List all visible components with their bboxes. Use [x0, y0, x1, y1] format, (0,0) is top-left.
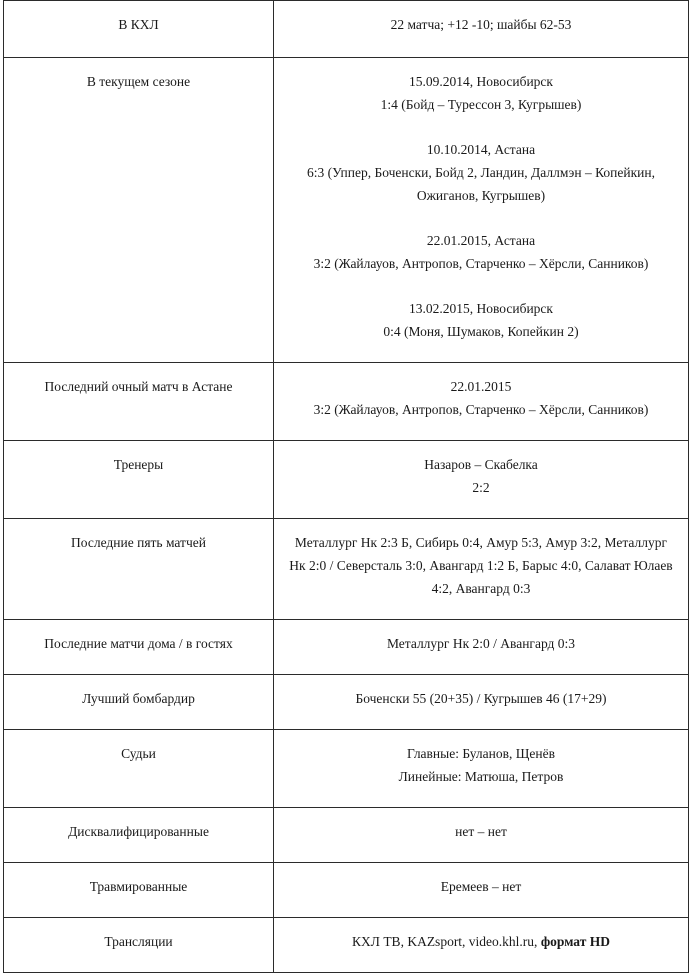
row-label: В КХЛ — [118, 17, 159, 32]
game-block — [280, 297, 682, 343]
row-label: Тренеры — [113, 457, 164, 472]
game-block — [280, 229, 682, 275]
value-line: Боченски 55 (20+35) / Кугрышев 46 (17+29) — [355, 691, 607, 706]
row-value-cell — [274, 730, 689, 808]
value-line: Назаров – Скабелка — [424, 457, 538, 472]
row-label-cell — [4, 918, 274, 973]
row-label: Последний очный матч в Астане — [44, 379, 233, 394]
game-score-cont: Ожиганов, Кугрышев) — [416, 188, 546, 203]
game-date: 13.02.2015, Новосибирск — [409, 301, 553, 316]
row-label: Последние пять матчей — [71, 535, 206, 550]
game-date: 15.09.2014, Новосибирск — [409, 74, 553, 89]
table-row — [4, 441, 689, 519]
row-label-cell — [4, 808, 274, 863]
broadcast-line — [280, 930, 682, 953]
table-row — [4, 519, 689, 620]
value-line: 2:2 — [472, 480, 490, 495]
value-line: 22.01.2015 — [450, 379, 512, 394]
value-line: нет – нет — [455, 824, 507, 839]
value-line: Металлург Нк 2:3 Б, Сибирь 0:4, Амур 5:3, Амур 3:2, Металлург — [294, 535, 668, 550]
value-line: 22 матча; +12 -10; шайбы 62-53 — [390, 17, 572, 32]
game-block — [280, 70, 682, 116]
row-label: Дисквалифицированные — [68, 824, 209, 839]
game-block — [280, 138, 682, 207]
row-value-cell — [274, 620, 689, 675]
row-label-cell — [4, 730, 274, 808]
row-label: Лучший бомбардир — [82, 691, 195, 706]
game-score: 3:2 (Жайлауов, Антропов, Старченко – Хёрсли, Санников) — [313, 256, 649, 271]
row-value-cell — [274, 863, 689, 918]
value-line: Нк 2:0 / Северсталь 3:0, Авангард 1:2 Б, Барыс 4:0, Салават Юлаев — [289, 558, 673, 573]
table-row — [4, 863, 689, 918]
table-row — [4, 1, 689, 58]
row-label-cell — [4, 675, 274, 730]
row-label-cell — [4, 519, 274, 620]
value-line: Главные: Буланов, Щенёв — [407, 746, 555, 761]
row-value-cell — [274, 58, 689, 363]
row-label: Трансляции — [104, 934, 173, 949]
row-label: В текущем сезоне — [86, 74, 191, 89]
game-score: 6:3 (Уппер, Боченски, Бойд 2, Ландин, Даллмэн – Копейкин, — [307, 165, 655, 180]
row-label: Травмированные — [89, 879, 188, 894]
game-score: 0:4 (Моня, Шумаков, Копейкин 2) — [383, 324, 579, 339]
table-row — [4, 730, 689, 808]
value-line: Линейные: Матюша, Петров — [398, 769, 564, 784]
table-row — [4, 58, 689, 363]
game-score: 1:4 (Бойд – Турессон 3, Кугрышев) — [380, 97, 582, 112]
broadcast-format: формат HD — [540, 934, 610, 949]
row-label-cell — [4, 863, 274, 918]
value-line: Металлург Нк 2:0 / Авангард 0:3 — [386, 636, 576, 651]
row-value-cell — [274, 1, 689, 58]
row-label: Последние матчи дома / в гостях — [44, 636, 233, 651]
row-value-cell — [274, 808, 689, 863]
match-preview-table — [3, 0, 689, 973]
value-line: Еремеев – нет — [440, 879, 522, 894]
row-label-cell — [4, 441, 274, 519]
row-label-cell — [4, 363, 274, 441]
table-row — [4, 808, 689, 863]
value-line: 4:2, Авангард 0:3 — [431, 581, 531, 596]
row-value-cell — [274, 519, 689, 620]
table-row — [4, 363, 689, 441]
game-date: 10.10.2014, Астана — [426, 142, 536, 157]
table-row — [4, 675, 689, 730]
row-value-cell — [274, 363, 689, 441]
row-label-cell — [4, 620, 274, 675]
row-label-cell — [4, 58, 274, 363]
row-label: Судьи — [121, 746, 156, 761]
table-row — [4, 918, 689, 973]
game-date: 22.01.2015, Астана — [426, 233, 536, 248]
row-value-cell — [274, 918, 689, 973]
row-value-cell — [274, 441, 689, 519]
table-row — [4, 620, 689, 675]
value-line: 3:2 (Жайлауов, Антропов, Старченко – Хёрсли, Санников) — [313, 402, 649, 417]
broadcast-channels: КХЛ ТВ, KAZsport, video.khl.ru, — [352, 934, 541, 949]
row-label-cell — [4, 1, 274, 58]
row-value-cell — [274, 675, 689, 730]
